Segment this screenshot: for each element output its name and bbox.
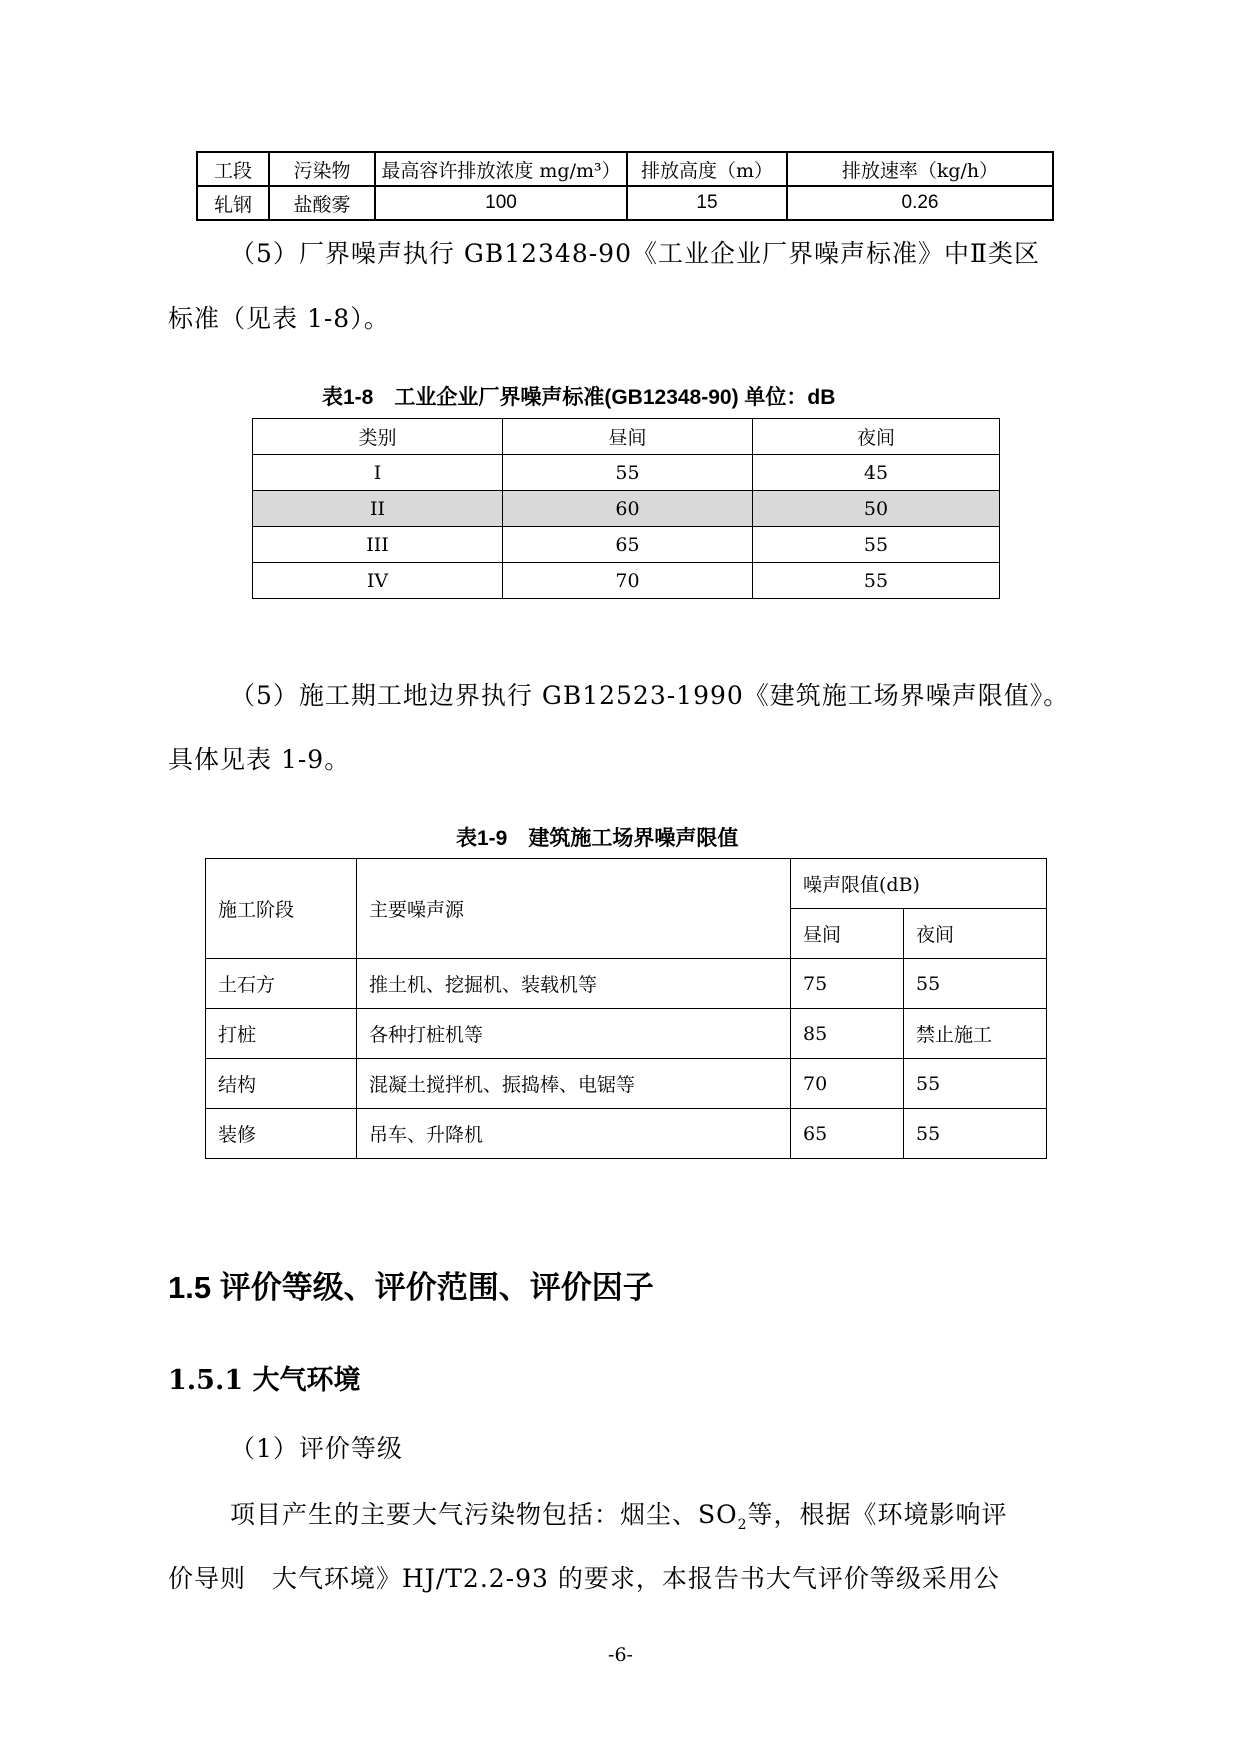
- table-cell: 45: [753, 455, 1000, 491]
- header-cell: 主要噪声源: [357, 859, 791, 959]
- paragraph-line: （5）厂界噪声执行 GB12348-90《工业企业厂界噪声标准》中Ⅱ类区: [230, 239, 1040, 268]
- header-cell-text: 最高容许排放浓度 mg/m³）: [381, 159, 621, 182]
- table-cell: 15: [627, 186, 787, 220]
- subsection-heading: 1.5.1 大气环境: [168, 1365, 361, 1396]
- table-row: [253, 527, 1000, 563]
- table-cell: 55: [753, 527, 1000, 563]
- table-cell: 混凝土搅拌机、振捣棒、电锯等: [357, 1059, 791, 1109]
- table-cell: 65: [791, 1109, 904, 1159]
- header-cell: 夜间: [753, 419, 1000, 455]
- table-cell: 轧钢: [197, 186, 269, 220]
- paragraph-line: [230, 1502, 1150, 1532]
- header-cell: 昼间: [791, 909, 904, 959]
- table-cell: 55: [753, 563, 1000, 599]
- header-cell: 夜间: [904, 909, 1047, 959]
- construction-noise-table: [205, 858, 1047, 1159]
- table-cell: 55: [904, 1059, 1047, 1109]
- table-cell: 85: [791, 1009, 904, 1059]
- table-cell: 盐酸雾: [269, 186, 375, 220]
- table-row: [253, 563, 1000, 599]
- table-cell: 55: [503, 455, 753, 491]
- header-cell: 噪声限值(dB): [791, 859, 1047, 909]
- noise-standard-table: [252, 418, 1000, 599]
- table-cell: II: [253, 491, 503, 527]
- table-cell: 65: [503, 527, 753, 563]
- page-number: -6-: [608, 1644, 633, 1666]
- header-cell: 类别: [253, 419, 503, 455]
- table-cell: 各种打桩机等: [357, 1009, 791, 1059]
- header-cell: 污染物: [269, 152, 375, 186]
- header-cell: 工段: [197, 152, 269, 186]
- table-row: [197, 186, 1053, 220]
- paragraph-line: （1）评价等级: [230, 1434, 403, 1463]
- table-cell: 0.26: [787, 186, 1053, 220]
- paragraph-line: 标准（见表 1-8）。: [168, 304, 390, 333]
- text-run: 等，根据《环境影响评: [747, 1500, 1008, 1529]
- table-cell: 禁止施工: [904, 1009, 1047, 1059]
- table-cell: 推土机、挖掘机、装载机等: [357, 959, 791, 1009]
- table-cell: 结构: [206, 1059, 357, 1109]
- header-cell: 排放速率（kg/h）: [787, 152, 1053, 186]
- paragraph-line: 价导则 大气环境》HJ/T2.2-93 的要求，本报告书大气评价等级采用公: [168, 1564, 1000, 1593]
- emission-table: [196, 151, 1054, 221]
- table-cell: III: [253, 527, 503, 563]
- section-heading: 1.5 评价等级、评价范围、评价因子: [168, 1270, 654, 1305]
- table-cell: 60: [503, 491, 753, 527]
- table-cell: 70: [503, 563, 753, 599]
- table-cell: 吊车、升降机: [357, 1109, 791, 1159]
- table-header-row: [253, 419, 1000, 455]
- table-cell: 55: [904, 959, 1047, 1009]
- header-cell: 昼间: [503, 419, 753, 455]
- table-cell: IV: [253, 563, 503, 599]
- header-cell: [375, 152, 627, 186]
- subscript: 2: [737, 1517, 748, 1533]
- table-header-row: [206, 859, 1047, 909]
- text-run: 项目产生的主要大气污染物包括：烟尘、SO: [230, 1500, 738, 1529]
- table-caption: 表1-9 建筑施工场界噪声限值: [456, 827, 739, 850]
- table-row: [206, 959, 1047, 1009]
- table-row-highlighted: [253, 491, 1000, 527]
- table-header-row: [197, 152, 1053, 186]
- header-cell: 施工阶段: [206, 859, 357, 959]
- header-cell: 排放高度（m）: [627, 152, 787, 186]
- table-cell: 70: [791, 1059, 904, 1109]
- table-row: [206, 1109, 1047, 1159]
- table-cell: 打桩: [206, 1009, 357, 1059]
- table-row: [206, 1009, 1047, 1059]
- table-cell: 100: [375, 186, 627, 220]
- table-cell: 55: [904, 1109, 1047, 1159]
- table-cell: I: [253, 455, 503, 491]
- paragraph-line: 具体见表 1-9。: [168, 745, 351, 774]
- table-cell: 50: [753, 491, 1000, 527]
- paragraph-line: （5）施工期工地边界执行 GB12523-1990《建筑施工场界噪声限值》。: [230, 681, 1070, 710]
- table-caption: 表1-8 工业企业厂界噪声标准(GB12348-90) 单位：dB: [322, 386, 836, 409]
- table-row: [253, 455, 1000, 491]
- table-cell: 75: [791, 959, 904, 1009]
- table-row: [206, 1059, 1047, 1109]
- table-cell: 土石方: [206, 959, 357, 1009]
- table-cell: 装修: [206, 1109, 357, 1159]
